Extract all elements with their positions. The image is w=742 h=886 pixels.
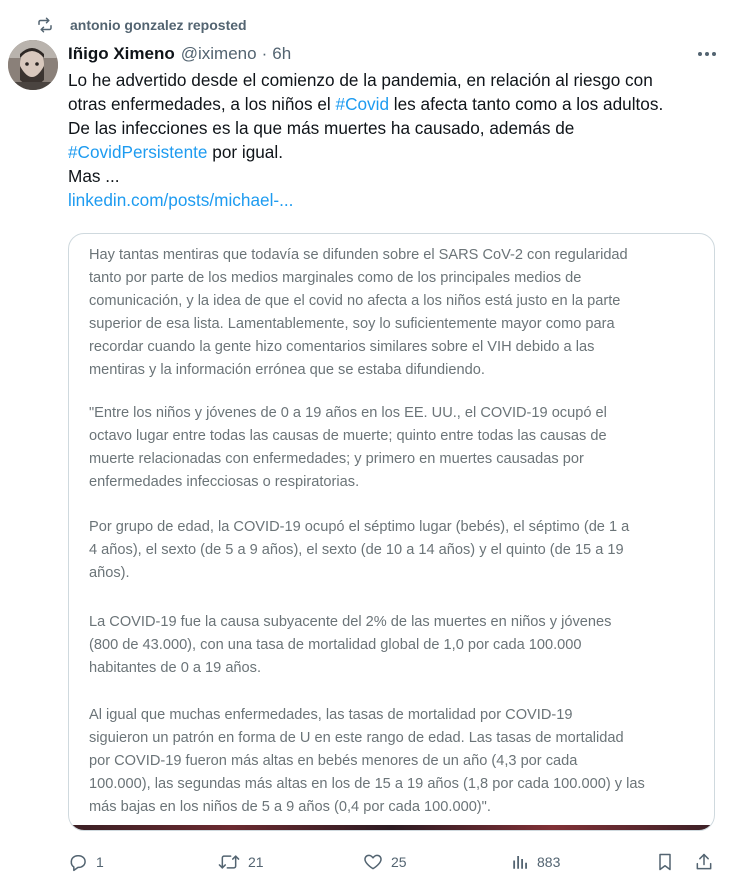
tweet-line-1 [68,68,728,92]
author-handle[interactable]: @iximeno [180,44,257,63]
external-link[interactable]: linkedin.com/posts/michael-... [68,190,294,210]
card-paragraph-4 [89,611,699,680]
card-line: (800 de 43.000), con una tasa de mortalidad global de 1,0 por cada 100.000 [89,637,582,653]
views-icon [511,853,529,871]
image-bottom-strip [69,825,714,830]
card-line: habitantes de 0 a 19 años. [89,660,262,676]
heart-icon [363,852,383,872]
repost-context[interactable] [36,14,247,36]
tweet-text-segment: Mas ... [68,166,120,186]
card-line: Al igual que muchas enfermedades, las tasas de mortalidad por COVID-19 [89,707,573,723]
reply-button[interactable] [68,850,104,874]
avatar[interactable] [8,40,58,90]
tweet-line-2 [68,92,728,116]
card-line: Hay tantas mentiras que todavía se difunden sobre el SARS CoV-2 con regularidad [89,247,628,263]
hashtag-covid[interactable]: #Covid [335,94,390,114]
tweet-line-5 [68,164,728,188]
card-line: octavo lugar entre todas las causas de muerte; quinto entre todas las causas de [89,428,607,444]
action-bar [68,850,722,874]
tweet-line-4 [68,140,728,164]
retweet-button[interactable] [218,850,264,874]
media-card[interactable] [68,233,715,831]
author-name[interactable]: Iñigo Ximeno [68,44,175,63]
repost-icon [36,15,56,35]
card-paragraph-3 [89,516,699,585]
share-icon [694,852,714,872]
card-line: comunicación, y la idea de que el covid no afecta a los niños está justo en la parte [89,293,621,309]
card-line: muerte relacionadas con enfermedades; y primero en muertes causadas por [89,451,584,467]
repost-text: antonio gonzalez reposted [70,17,247,33]
card-paragraph-2 [89,402,699,494]
reply-count: 1 [96,854,104,870]
card-paragraph-5 [89,704,699,819]
bookmark-icon [656,852,674,872]
card-line: siguieron un patrón en forma de U en este rango de edad. Las tasas de mortalidad [89,730,624,746]
tweet-line-3 [68,116,728,140]
more-options-button[interactable] [696,44,718,62]
card-line: mentiras y la información errónea que se estaba difundiendo. [89,362,485,378]
share-button[interactable] [694,850,714,874]
card-line: tanto por parte de los medios marginales como de los principales medios de [89,270,582,286]
media-image-text [69,234,714,830]
card-line: recordar cuando la gente hizo comentarios similares sobre el VIH debido a las [89,339,595,355]
card-paragraph-1 [89,244,699,382]
timestamp[interactable]: 6h [272,44,292,63]
tweet-text-segment: otras enfermedades, a los niños el [68,94,336,114]
card-line: enfermedades infecciosas o respiratorias. [89,474,360,490]
card-line: por COVID-19 fueron más altas en bebés menores de un año (4,3 por cada [89,753,578,769]
card-line: más bajas en los niños de 5 a 9 años (0,4 por cada 100.000)". [89,799,491,815]
reply-icon [68,852,88,872]
separator-dot: · [261,44,268,63]
tweet-text [68,68,728,212]
card-line: superior de esa lista. Lamentablemente, soy lo suficientemente mayor como para [89,316,615,332]
hashtag-covidpersistente[interactable]: #CovidPersistente [68,142,208,162]
card-line: "Entre los niños y jóvenes de 0 a 19 años en los EE. UU., el COVID-19 ocupó el [89,405,607,421]
tweet-text-segment: De las infecciones es la que más muertes ha causado, además de [68,118,575,138]
views-count: 883 [537,854,561,870]
card-line: 100.000), las segundas más altas en los de 15 a 19 años (1,8 por cada 100.000) y las [89,776,645,792]
like-count: 25 [391,854,407,870]
bookmark-button[interactable] [656,850,674,874]
retweet-icon [218,852,240,872]
card-line: años). [89,565,130,581]
retweet-count: 21 [248,854,264,870]
tweet-text-segment: Lo he advertido desde el comienzo de la pandemia, en relación al riesgo con [68,70,653,90]
tweet-header [68,42,722,66]
views-button[interactable] [511,850,560,874]
tweet-text-segment: por igual. [207,142,283,162]
like-button[interactable] [363,850,407,874]
tweet-text-segment: les afecta tanto como a los adultos. [389,94,664,114]
card-line: Por grupo de edad, la COVID-19 ocupó el séptimo lugar (bebés), el séptimo (de 1 a [89,519,630,535]
card-line: La COVID-19 fue la causa subyacente del 2% de las muertes en niños y jóvenes [89,614,612,630]
more-icon [697,44,717,62]
card-line: 4 años), el sexto (de 5 a 9 años), el sexto (de 10 a 14 años) y el quinto (de 15 a 19 [89,542,624,558]
